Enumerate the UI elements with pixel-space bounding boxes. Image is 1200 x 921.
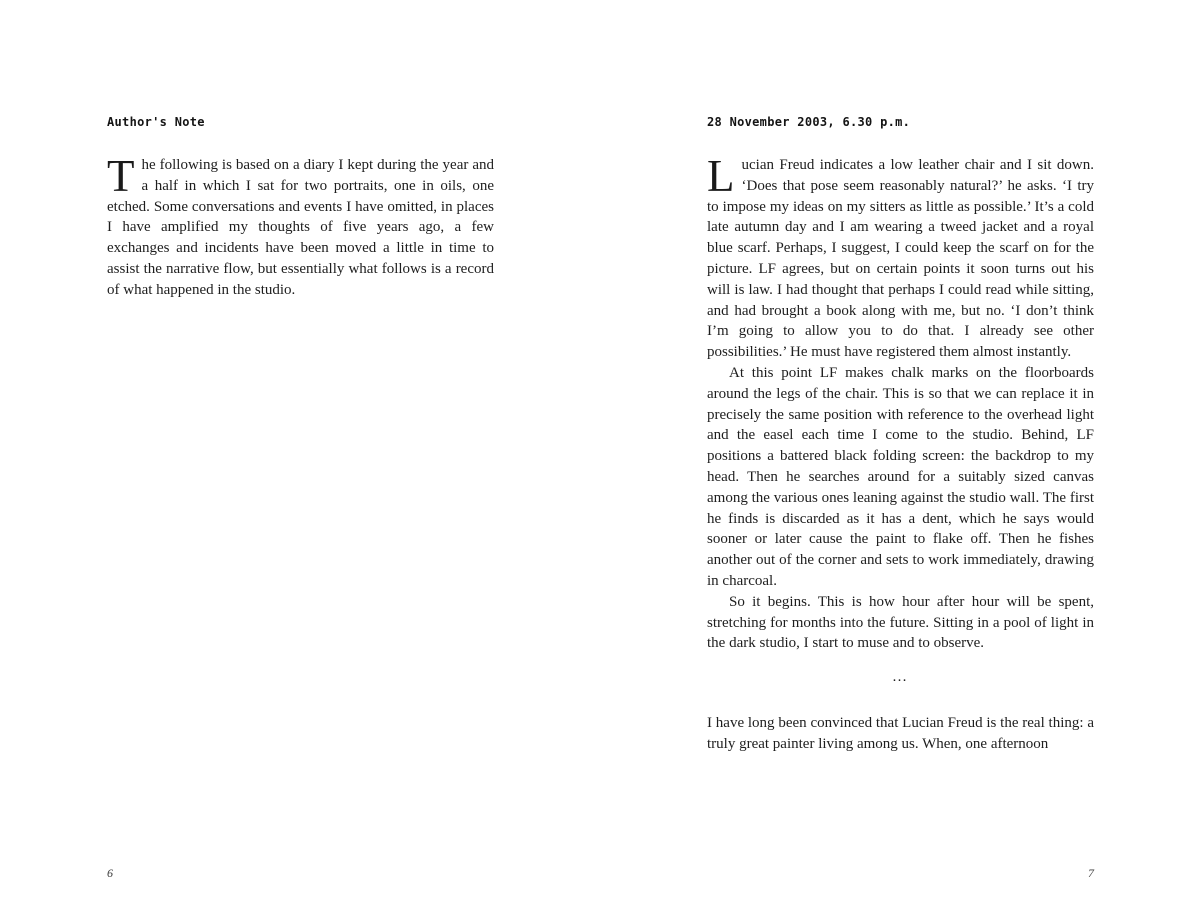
ellipsis-separator: … xyxy=(892,669,909,686)
page-right-content xyxy=(707,115,1094,755)
authors-note-text: he following is based on a diary I kept during the year and a half in which I sat for two portraits, one in oils, one etched. Some conversations and events I have omitted, in places I have amplified my thoughts of five years ago, a few exchanges and incidents have been moved a little in time to assist the narrative flow, but essentially what follows is a record of what happened in the studio. xyxy=(107,157,494,298)
page-number-left: 6 xyxy=(107,866,113,880)
diary-paragraph-1-text: ucian Freud indicates a low leather chair and I sit down. ‘Does that pose seem reasonably natural?’ he asks. ‘I try to impose my ideas on my sitters as little as possible.’ It’s a cold late autumn day and I am wearing a tweed jacket and a royal blue scarf. Perhaps, I suggest, I could keep the scarf on for the picture. LF agrees, but on certain points it soon turns out his will is law. I had thought that perhaps I could read while sitting, and had brought a book along with me, but no. ‘I don’t think I’m going to allow you to do that. I already see other possibilities.’ He must have registered them almost instantly. xyxy=(707,157,1094,361)
page-left-content xyxy=(107,115,494,301)
drop-cap-l: L xyxy=(707,151,735,201)
page-right xyxy=(600,0,1200,921)
authors-note-heading: Author's Note xyxy=(107,115,205,129)
diary-paragraph-2: At this point LF makes chalk marks on the floorboards around the legs of the chair. This is so that we can replace it in precisely the same position with reference to the overhead light and the easel each time I come to the studio. Behind, LF positions a battered black folding screen: the backdrop to my head. Then he searches around for a suitably sized canvas among the various ones leaning against the studio wall. The first he finds is discarded as it has a dent, which he says would sooner or later cause the paint to flake off. Then he fishes another out of the corner and sets to work immediately, drawing in charcoal. xyxy=(707,364,1094,589)
diary-paragraph-4: I have long been convinced that Lucian Freud is the real thing: a truly great painter living among us. When, one afternoon xyxy=(707,714,1094,752)
page-number-right: 7 xyxy=(1088,866,1094,880)
authors-note-paragraph xyxy=(107,151,494,301)
diary-paragraph-3: So it begins. This is how hour after hour will be spent, stretching for months into the future. Sitting in a pool of light in the dark studio, I start to muse and to observe. xyxy=(707,593,1094,652)
diary-paragraph-1 xyxy=(707,151,1094,363)
diary-entry-heading: 28 November 2003, 6.30 p.m. xyxy=(707,115,911,129)
drop-cap-t: T xyxy=(107,151,135,201)
